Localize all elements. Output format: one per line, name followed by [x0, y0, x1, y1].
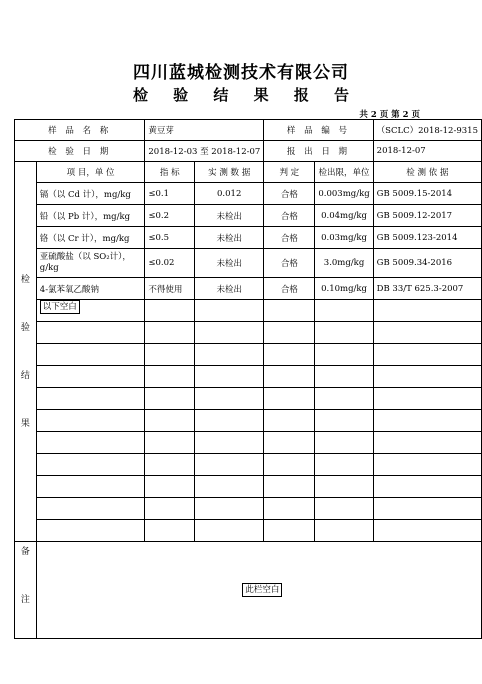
col-header-detection-limit: 检出限，单位 — [315, 162, 373, 183]
info-row-2 — [15, 141, 482, 162]
test-date-label: 检 验 日 期 — [15, 141, 145, 162]
cell-detection-limit: 0.10mg/kg — [315, 278, 373, 300]
table-row — [15, 249, 482, 278]
remarks-char: 注 — [20, 595, 30, 605]
table-row — [15, 344, 482, 366]
cell-measured: 未检出 — [195, 249, 264, 278]
cell-detection-limit: 3.0mg/kg — [315, 249, 373, 278]
test-date-value: 2018-12-03 至 2018-12-07 — [145, 141, 264, 162]
side-char: 检 — [20, 274, 30, 285]
table-row — [15, 498, 482, 520]
cell-limit: ≤0.5 — [145, 227, 195, 249]
table-row — [15, 520, 482, 542]
remarks-stamp: 此栏空白 — [242, 583, 282, 597]
remarks-row — [15, 542, 482, 639]
cell-limit: ≤0.1 — [145, 183, 195, 205]
cell-item: 4-氯苯氧乙酸钠 — [36, 278, 145, 300]
remarks-content — [36, 542, 481, 639]
table-row — [15, 300, 482, 322]
column-header-row — [15, 162, 482, 183]
report-table — [14, 119, 482, 639]
blank-marker-cell — [36, 300, 145, 322]
page-info: 共 2 页 第 2 页 — [359, 110, 420, 120]
cell-limit: 不得使用 — [145, 278, 195, 300]
remarks-char: 备 — [20, 547, 30, 557]
table-row — [15, 205, 482, 227]
table-row — [15, 278, 482, 300]
cell-judgement: 合格 — [264, 205, 315, 227]
cell-item: 亚硫酸盐（以 SO₂计），g/kg — [36, 249, 145, 278]
sample-name-value: 黄豆芽 — [145, 120, 264, 141]
sample-name-label: 样 品 名 称 — [15, 120, 145, 141]
cell-judgement: 合格 — [264, 227, 315, 249]
col-header-judgement: 判 定 — [264, 162, 315, 183]
cell-method: GB 5009.12-2017 — [373, 205, 481, 227]
cell-measured: 未检出 — [195, 205, 264, 227]
cell-judgement: 合格 — [264, 278, 315, 300]
table-row — [15, 454, 482, 476]
cell-measured: 0.012 — [195, 183, 264, 205]
cell-detection-limit: 0.003mg/kg — [315, 183, 373, 205]
cell-detection-limit: 0.03mg/kg — [315, 227, 373, 249]
side-char: 验 — [20, 322, 30, 333]
side-char: 结 — [20, 370, 30, 381]
cell-measured: 未检出 — [195, 278, 264, 300]
cell-measured: 未检出 — [195, 227, 264, 249]
col-header-measured: 实 测 数 据 — [195, 162, 264, 183]
cell-method: GB 5009.15-2014 — [373, 183, 481, 205]
col-header-item: 项 目，单 位 — [36, 162, 145, 183]
cell-method: GB 5009.123-2014 — [373, 227, 481, 249]
blank-marker: 以下空白 — [40, 300, 80, 314]
report-title: 检 验 结 果 报 告 — [132, 86, 360, 104]
cell-judgement: 合格 — [264, 249, 315, 278]
table-row — [15, 388, 482, 410]
table-row — [15, 432, 482, 454]
cell-detection-limit: 0.04mg/kg — [315, 205, 373, 227]
remarks-label — [15, 542, 37, 639]
table-row — [15, 410, 482, 432]
result-side-label — [15, 162, 37, 542]
report-date-label: 报 出 日 期 — [264, 141, 373, 162]
table-row — [15, 476, 482, 498]
table-row — [15, 366, 482, 388]
side-char: 果 — [20, 418, 30, 429]
report-date-value: 2018-12-07 — [373, 141, 481, 162]
col-header-limit: 指 标 — [145, 162, 195, 183]
cell-method: GB 5009.34-2016 — [373, 249, 481, 278]
info-row-1 — [15, 120, 482, 141]
col-header-method: 检 测 依 据 — [373, 162, 481, 183]
table-row — [15, 227, 482, 249]
cell-judgement: 合格 — [264, 183, 315, 205]
cell-method: DB 33/T 625.3-2007 — [373, 278, 481, 300]
table-row — [15, 322, 482, 344]
sample-no-label: 样 品 编 号 — [264, 120, 373, 141]
cell-limit: ≤0.2 — [145, 205, 195, 227]
cell-limit: ≤0.02 — [145, 249, 195, 278]
sample-no-value: （SCLC）2018-12-9315 — [373, 120, 481, 141]
company-name: 四川蓝城检测技术有限公司 — [133, 63, 349, 83]
cell-item: 镉（以 Cd 计），mg/kg — [36, 183, 145, 205]
cell-item: 铬（以 Cr 计），mg/kg — [36, 227, 145, 249]
table-row — [15, 183, 482, 205]
cell-item: 铅（以 Pb 计），mg/kg — [36, 205, 145, 227]
